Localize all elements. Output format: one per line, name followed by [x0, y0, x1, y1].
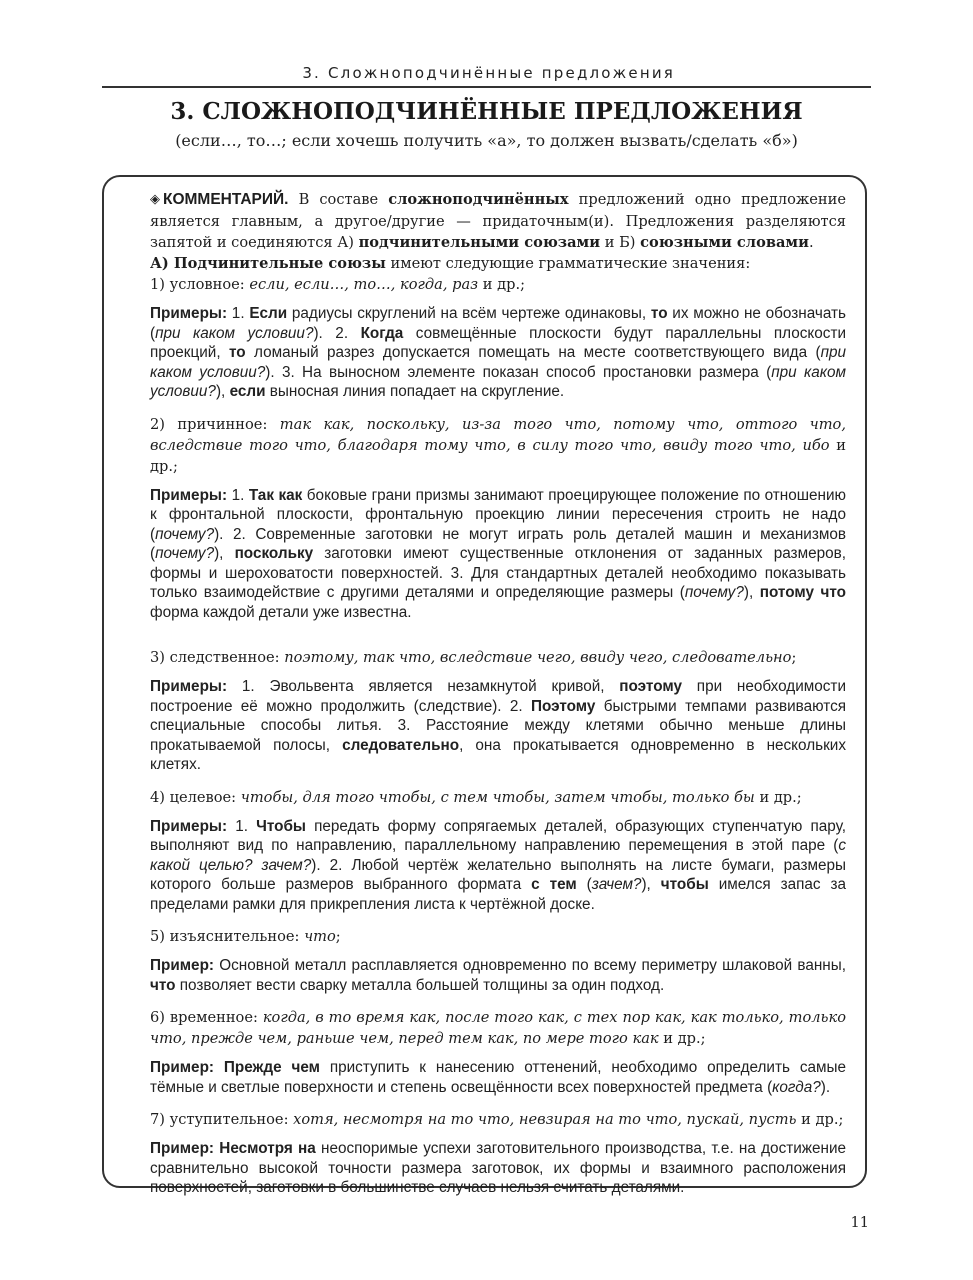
- category-tail: и др.;: [150, 436, 846, 475]
- examples-3: Примеры: 1. Эвольвента является незамкнутой кривой, поэтому при необходимости построение её можно продолжить (следствие). 2. Поэтому быстрыми темпами развиваются специальные способы литья. 3. Расстояние между клетями обычно меньше длины прокатываемой полосы, следовательно, она прокатывается одновременно в нескольких клетях.: [150, 678, 847, 773]
- examples-4: Примеры: 1. Чтобы передать форму сопрягаемых деталей, образующих ступенчатую пару, выполняют вид по направлению, параллельному направлению перемещения в этой паре (с какой целью? зачем?). 2. Любой чертёж желательно выполнять на листе бумаги, размеры которого больше размеров выбранного формата с тем (зачем?), чтобы имелся запас за пределами рамки для прикрепления листа к чертёжной доске.: [150, 817, 846, 913]
- category-tail: и др.;: [478, 276, 526, 293]
- comment-text: .: [808, 234, 814, 251]
- running-header: 3. Сложноподчинённые предложения: [302, 64, 675, 82]
- comment-paragraph: [150, 189, 846, 253]
- category-words: хотя, несмотря на то что, невзирая на то что, пускай, пусть: [293, 1111, 797, 1128]
- comment-bold: союзными словами: [640, 234, 809, 251]
- examples-label: Пример:: [150, 1140, 215, 1157]
- category-label: 1) условное:: [150, 276, 250, 293]
- category-label: 6) временное:: [150, 1009, 263, 1026]
- examples-2: Примеры: 1. Так как боковые грани призмы занимают проецирующее положение по отношению к фронтальной плоскости, фронтальную проекцию линии пересечения строить не надо (почему?). 2. Современные заготовки не могут играть роль деталей машин и механизмов (почему?), поскольку заготовки имеют существенные отклонения от заданных размеров, формы и шероховатости поверхностей. 3. Для стандартных деталей необходимо показывать только взаимодействие с другими деталями и определяющие размеры (почему?), потому что форма каждой детали уже известна.: [150, 486, 846, 621]
- chapter-title: 3. СЛОЖНОПОДЧИНЁННЫЕ ПРЕДЛОЖЕНИЯ: [170, 98, 803, 125]
- category-words: чтобы, для того чтобы, с тем чтобы, затем чтобы, только бы: [240, 788, 755, 806]
- examples-5: Пример: Основной металл расплавляется одновременно по всему периметру шлаковой ванны, что позволяет вести сварку металла большей толщины за один подход.: [150, 957, 846, 994]
- examples-label: Пример:: [150, 957, 215, 974]
- examples-label: Примеры:: [150, 486, 228, 504]
- category-label: 2) причинное:: [150, 415, 280, 433]
- comment-text: предложений одно предложение является главным, а другое/другие — придаточным(и). Предложения разделяются запятой и соединяются А): [150, 191, 847, 251]
- category-5: [150, 926, 846, 947]
- section-a-text: имеют следующие грамматические значения:: [385, 255, 751, 272]
- category-words: поэтому, так что, вследствие чего, ввиду чего, следовательно: [284, 649, 792, 666]
- category-tail: и др.;: [658, 1030, 706, 1047]
- section-a-bold: А) Подчинительные союзы: [150, 255, 386, 272]
- category-3: [150, 647, 846, 668]
- category-tail: и др.;: [796, 1111, 844, 1128]
- comment-label: КОММЕНТАРИЙ.: [163, 191, 289, 208]
- examples-6: Пример: Прежде чем приступить к нанесению оттенений, необходимо определить самые тёмные и светлые поверхности и степень освещённости всех поверхностей предмета (когда?).: [150, 1059, 846, 1096]
- content-body: [150, 189, 846, 1198]
- page-number: 11: [850, 1215, 869, 1231]
- examples-label: Примеры:: [150, 817, 228, 835]
- examples-label: Пример:: [150, 1059, 215, 1076]
- comment-bold: сложноподчинённых: [388, 191, 569, 208]
- comment-bold: подчинительными союзами: [358, 234, 601, 251]
- examples-label: Примеры:: [150, 305, 228, 322]
- comment-text: и Б): [600, 234, 641, 251]
- category-label: 5) изъяснительное:: [150, 928, 305, 945]
- category-tail: ;: [335, 928, 341, 945]
- category-tail: и др.;: [754, 788, 802, 806]
- category-label: 7) уступительное:: [150, 1111, 294, 1128]
- examples-7: Пример: Несмотря на неоспоримые успехи заготовительного производства, т.е. на достижение сравнительно высокой точности размера заготовок, их формы и взаимного расположения поверхностей, заготовки в большинстве случаев нельзя считать деталями.: [150, 1140, 847, 1196]
- category-1: [150, 274, 846, 295]
- comment-text: В составе: [288, 191, 389, 208]
- category-words: когда, в то время как, после того как, с тех пор как, как только, только что, прежде чем, раньше чем, перед тем как, по мере того как: [150, 1009, 846, 1047]
- diamond-outline-icon: ◈: [150, 192, 160, 207]
- examples-1: Примеры: 1. Если радиусы скруглений на всём чертеже одинаковы, то их можно не обозначать (при каком условии?). 2. Когда совмещённые плоскости будут параллельны плоскости проекций, то ломаный разрез допускается помещать на месте соответствующего вида (при каком условии?). 3. На выносном элементе показан способ простановки размера (при каком условии?), если выносная линия попадает на скругление.: [150, 305, 847, 400]
- category-7: [150, 1109, 846, 1130]
- category-2: [150, 414, 846, 477]
- category-tail: ;: [791, 649, 797, 666]
- examples-label: Примеры:: [150, 678, 228, 695]
- category-label: 3) следственное:: [150, 649, 285, 666]
- category-6: [150, 1007, 846, 1049]
- category-label: 4) целевое:: [150, 788, 241, 806]
- section-a-heading: [150, 253, 846, 274]
- category-words: если, если…, то…, когда, раз: [249, 276, 479, 293]
- header-rule: [102, 86, 871, 88]
- category-words: так как, поскольку, из-за того что, потому что, оттого что, вследствие того что, благодаря тому что, в силу того что, ввиду того что, ибо: [150, 415, 846, 454]
- chapter-subtitle: (если…, то…; если хочешь получить «а», то должен вызвать/сделать «б»): [175, 131, 798, 150]
- category-4: [150, 787, 846, 808]
- category-words: что: [304, 928, 336, 945]
